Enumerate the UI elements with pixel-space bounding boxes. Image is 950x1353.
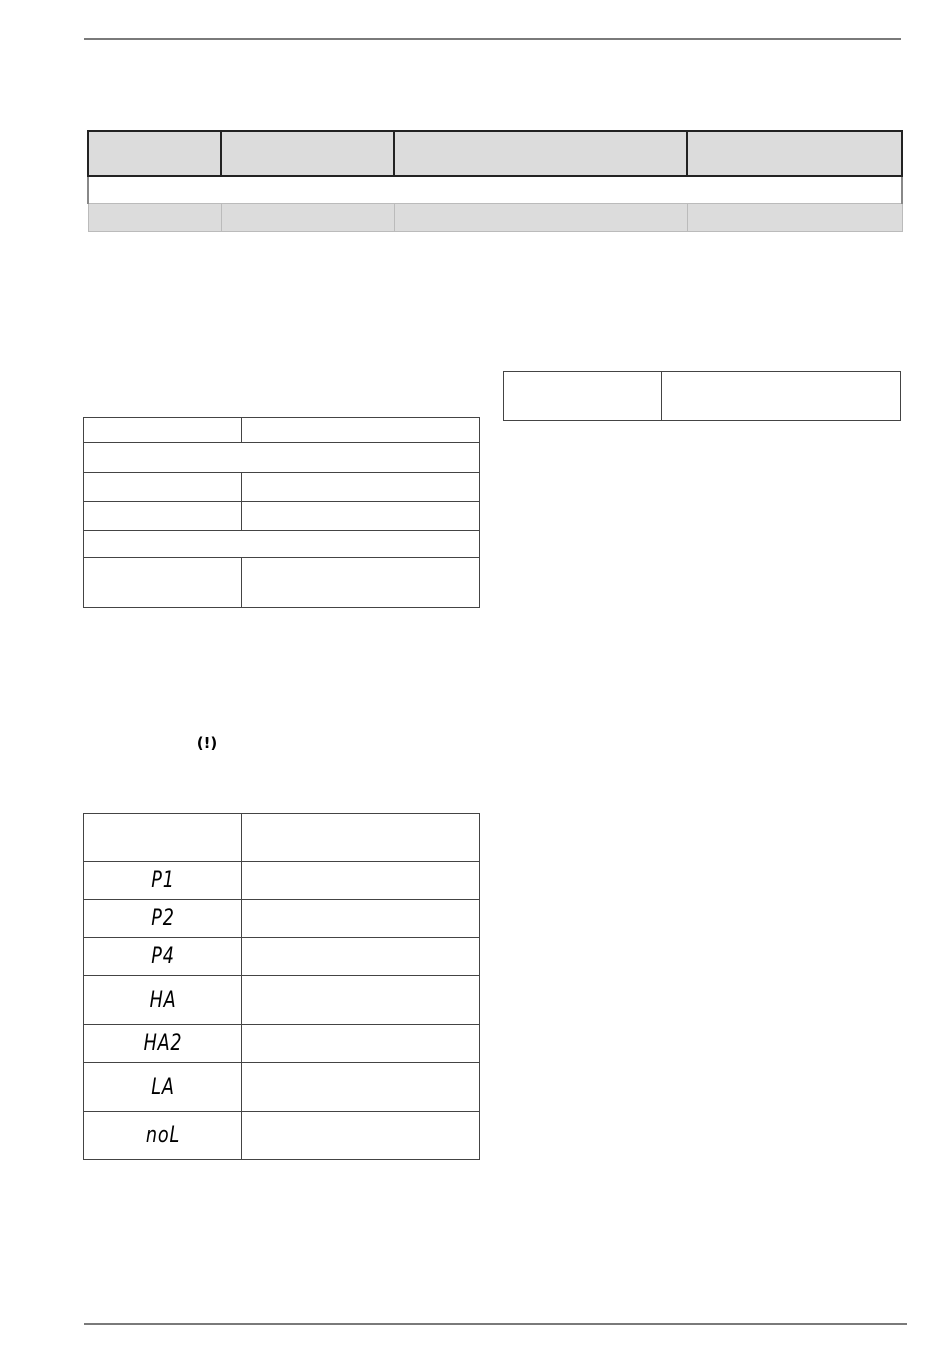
alarm-code: noL (99, 1112, 225, 1160)
alarm-description-cell (242, 938, 480, 976)
middle-table-span-cell (84, 531, 480, 558)
alarm-code-row (84, 938, 480, 976)
right-table-cell (504, 372, 662, 421)
middle-table-row (84, 418, 480, 443)
middle-table-span-row (84, 443, 480, 473)
middle-table-span-row (84, 531, 480, 558)
top-table-cell (221, 204, 394, 232)
alarm-description-cell (242, 900, 480, 938)
alarm-code-header-row (84, 814, 480, 862)
alarm-code-header-cell (84, 814, 242, 862)
alarm-code-row (84, 862, 480, 900)
middle-table-cell (242, 418, 480, 443)
top-table-header-cell (221, 131, 394, 176)
right-table-row (504, 372, 901, 421)
alarm-code: HA (99, 976, 225, 1025)
top-table-header-cell (394, 131, 687, 176)
middle-table-cell (84, 418, 242, 443)
header-rule (84, 38, 901, 40)
middle-table-row (84, 502, 480, 531)
top-table-cell (88, 204, 221, 232)
middle-table-cell (84, 502, 242, 531)
top-table-cell (687, 204, 902, 232)
alarm-code-table (83, 813, 480, 1160)
alarm-warning-icon: (!) (196, 734, 218, 752)
alarm-description-cell (242, 976, 480, 1025)
middle-table (83, 417, 480, 608)
top-table-span-row (88, 176, 902, 204)
alarm-code-row (84, 1112, 480, 1160)
middle-table-cell (242, 558, 480, 608)
middle-table-cell (84, 473, 242, 502)
alarm-code: P2 (99, 900, 225, 938)
middle-table-cell (84, 558, 242, 608)
alarm-description-cell (242, 1063, 480, 1112)
middle-table-row (84, 473, 480, 502)
alarm-code-header-cell (242, 814, 480, 862)
right-table (503, 371, 901, 421)
top-table-row (88, 204, 902, 232)
alarm-code: P1 (99, 862, 225, 900)
middle-table-span-cell (84, 443, 480, 473)
alarm-code: LA (99, 1063, 225, 1112)
alarm-code-row (84, 1063, 480, 1112)
alarm-code-row (84, 1025, 480, 1063)
alarm-code-row (84, 900, 480, 938)
right-table-cell (662, 372, 901, 421)
alarm-code: P4 (99, 938, 225, 976)
middle-table-cell (242, 502, 480, 531)
top-table (87, 130, 903, 232)
top-table-header-cell (687, 131, 902, 176)
top-table-header-row (88, 131, 902, 176)
middle-table-cell (242, 473, 480, 502)
alarm-code: HA2 (99, 1025, 225, 1063)
top-table-header-cell (88, 131, 221, 176)
top-table-span-cell (88, 176, 902, 204)
alarm-code-row (84, 976, 480, 1025)
alarm-description-cell (242, 1025, 480, 1063)
alarm-description-cell (242, 862, 480, 900)
middle-table-row (84, 558, 480, 608)
footer-rule (84, 1323, 907, 1325)
top-table-cell (394, 204, 687, 232)
alarm-description-cell (242, 1112, 480, 1160)
